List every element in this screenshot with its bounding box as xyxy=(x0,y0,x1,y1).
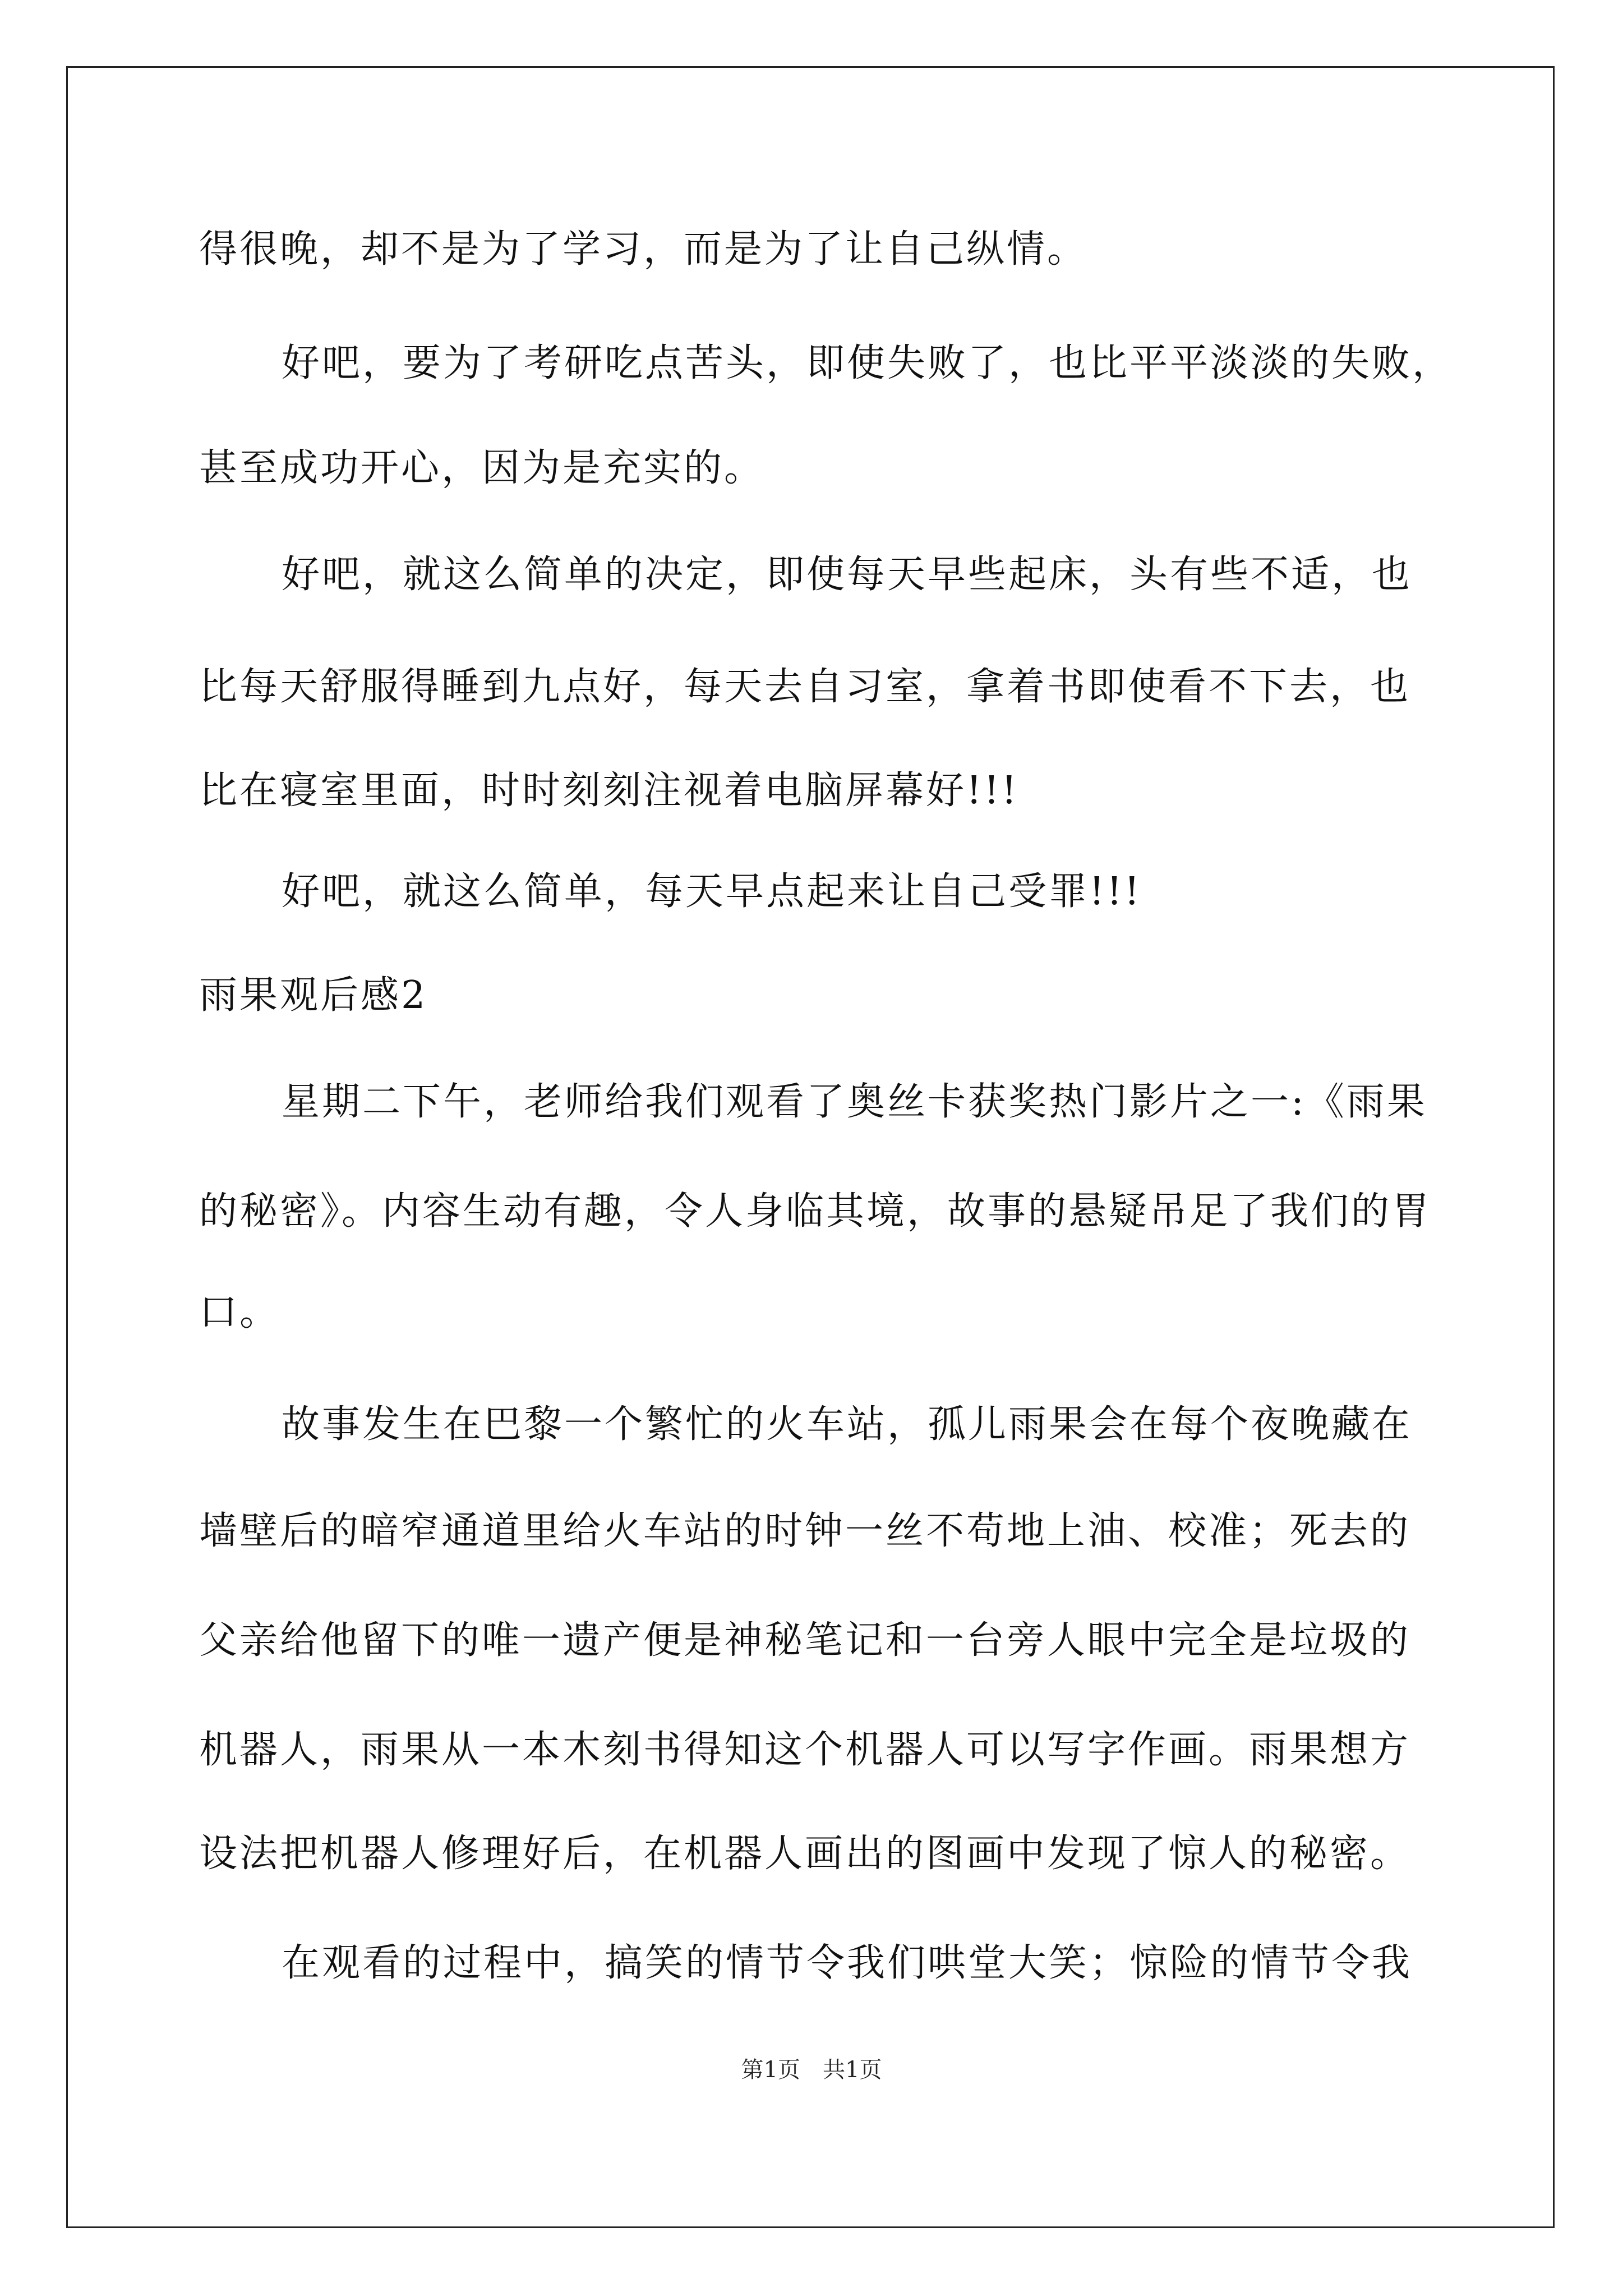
text-line-11: 口。 xyxy=(199,1290,280,1335)
text-line-4: 好吧，就这么简单的决定，即使每天早些起床，头有些不适，也 xyxy=(282,553,1413,597)
text-line-16: 设法把机器人修理好后，在机器人画出的图画中发现了惊人的秘密。 xyxy=(199,1832,1411,1876)
text-line-15: 机器人，雨果从一本木刻书得知这个机器人可以写字作画。雨果想方 xyxy=(199,1728,1411,1772)
text-line-7: 好吧，就这么简单，每天早点起来让自己受罪!!! xyxy=(282,869,1142,914)
text-line-12: 故事发生在巴黎一个繁忙的火车站，孤儿雨果会在每个夜晚藏在 xyxy=(282,1402,1413,1447)
text-line-14: 父亲给他留下的唯一遗产便是神秘笔记和一台旁人眼中完全是垃圾的 xyxy=(199,1618,1411,1663)
text-line-10: 的秘密》。内容生动有趣，令人身临其境，故事的悬疑吊足了我们的胃 xyxy=(199,1189,1432,1234)
text-line-3: 甚至成功开心，因为是充实的。 xyxy=(199,446,765,490)
text-line-9: 星期二下午，老师给我们观看了奥丝卡获奖热门影片之一:《雨果 xyxy=(282,1080,1427,1124)
section-heading: 雨果观后感2 xyxy=(199,973,428,1018)
text-line-5: 比每天舒服得睡到九点好，每天去自习室，拿着书即使看不下去，也 xyxy=(199,665,1411,709)
text-line-1: 得很晚，却不是为了学习，而是为了让自己纵情。 xyxy=(199,227,1088,272)
page-border xyxy=(66,66,1555,2228)
page-footer: 第1页 共1页 xyxy=(741,2057,882,2083)
text-line-17: 在观看的过程中，搞笑的情节令我们哄堂大笑；惊险的情节令我 xyxy=(282,1941,1413,1985)
text-line-6: 比在寝室里面，时时刻刻注视着电脑屏幕好!!! xyxy=(199,769,1019,813)
text-line-2: 好吧，要为了考研吃点苦头，即使失败了，也比平平淡淡的失败， xyxy=(282,341,1453,385)
text-line-13: 墙壁后的暗窄通道里给火车站的时钟一丝不苟地上油、校准；死去的 xyxy=(199,1509,1411,1553)
